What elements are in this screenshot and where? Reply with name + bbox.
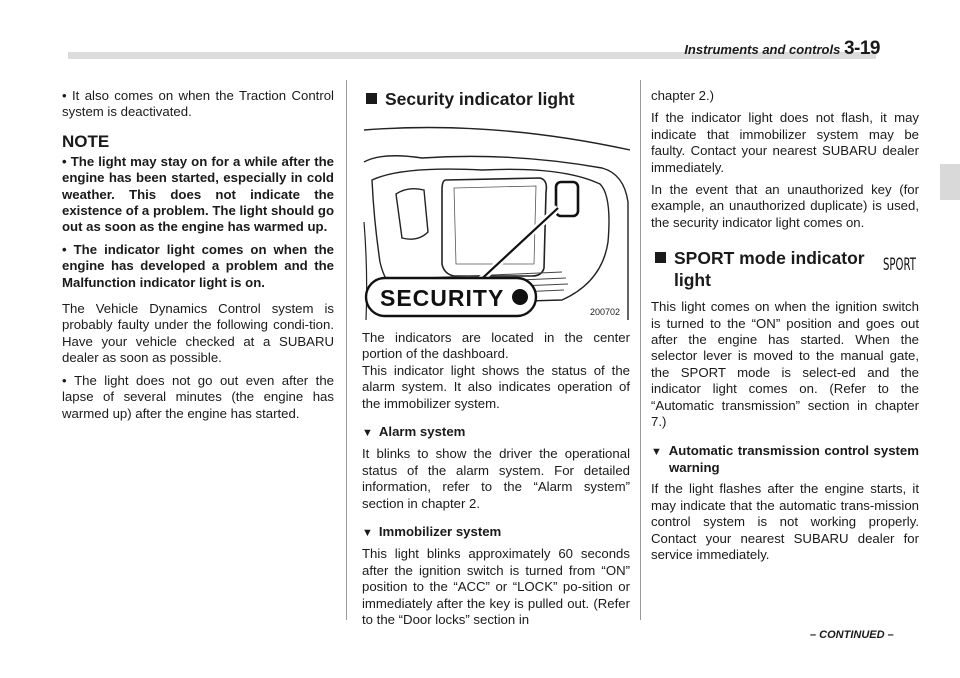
subheading: ▼ Immobilizer system — [362, 524, 502, 540]
subheading: ▼ Automatic transmission control system warning — [651, 442, 919, 475]
triangle-icon: ▼ — [362, 427, 373, 440]
section-heading: Security indicator light — [362, 88, 630, 110]
figure-code: 200702 — [590, 307, 621, 317]
body-paragraph: This indicator light shows the status of the alarm system. It also indicates operation of the immobilizer system. — [362, 362, 630, 411]
body-paragraph: If the indicator light does not flash, it may indicate that immobilizer system may be faulty. Contact your nearest SUBARU dealer immediately. — [651, 110, 919, 175]
body-paragraph: If the light flashes after the engine starts, it may indicate that the automatic trans-mission control system is not working properly. Contact your nearest SUBARU dealer for service immediately. — [651, 481, 919, 562]
bullet-paragraph: • It also comes on when the Traction Control system is deactivated. — [62, 88, 334, 121]
sport-section-header — [651, 247, 919, 291]
body-paragraph: This light comes on when the ignition switch is turned to the “ON” position and goes out after the engine has started. When the selector lever is moved to the manual gate, the SPORT mode is select-ed and the indicator light comes on. (Refer to the “Automatic transmission” section in chapter 7.) — [651, 299, 919, 430]
chapter-tab — [940, 164, 960, 200]
triangle-icon: ▼ — [362, 527, 373, 540]
dashboard-illustration — [362, 122, 630, 320]
square-bullet-icon — [366, 93, 377, 104]
column-right — [651, 88, 919, 569]
dashboard-figure — [362, 122, 630, 320]
header-section-title: Instruments and controls — [684, 42, 841, 57]
sport-icon-label: SPORT — [883, 255, 917, 272]
note-item: • The indicator light comes on when the engine has developed a problem and the Malfunction indicator light is on. — [62, 242, 334, 291]
security-label: SECURITY — [380, 285, 505, 311]
body-paragraph: chapter 2.) — [651, 88, 715, 103]
square-bullet-icon — [655, 252, 666, 263]
bullet-paragraph: • The light does not go out even after the lapse of several minutes (the engine has warmed up) after the engine has started. — [62, 373, 334, 422]
body-paragraph: This light blinks approximately 60 seconds after the ignition switch is turned from “ON” position to the “ACC” or “LOCK” po-sition or immediately after the key is pulled out. (Refer to the “Door locks” section in — [362, 546, 630, 628]
body-paragraph: It blinks to show the driver the operational status of the alarm system. For detailed information, refer to the “Alarm system” section in chapter 2. — [362, 446, 630, 511]
column-divider — [640, 80, 641, 620]
subheading: ▼ Alarm system — [362, 424, 466, 440]
body-paragraph: The Vehicle Dynamics Control system is probably faulty under the following condi-tion. Have your vehicle checked at a SUBARU dealer as soon as possible. — [62, 301, 334, 366]
section-heading: SPORT mode indicator — [651, 247, 919, 269]
indicator-dot-icon — [512, 289, 528, 305]
page-header — [684, 38, 880, 60]
sport-indicator-icon — [883, 249, 919, 271]
column-left — [62, 88, 334, 428]
note-heading: NOTE — [62, 131, 110, 151]
note-item: • The light may stay on for a while after the engine has been started, especially in cold weather. This does not indicate the existence of a problem. The light should go out as soon as the engine has warmed up. — [62, 154, 334, 236]
body-paragraph: In the event that an unauthorized key (for example, an unauthorized duplicate) is used, the security indicator light comes on. — [651, 182, 919, 230]
column-middle — [362, 88, 630, 635]
body-paragraph: The indicators are located in the center portion of the dashboard. — [362, 330, 630, 362]
continued-footer: – CONTINUED – — [810, 629, 894, 641]
triangle-icon: ▼ — [651, 445, 663, 458]
section-heading-continued: light — [674, 270, 711, 291]
column-divider — [346, 80, 347, 620]
page-number: 3-19 — [843, 38, 880, 59]
